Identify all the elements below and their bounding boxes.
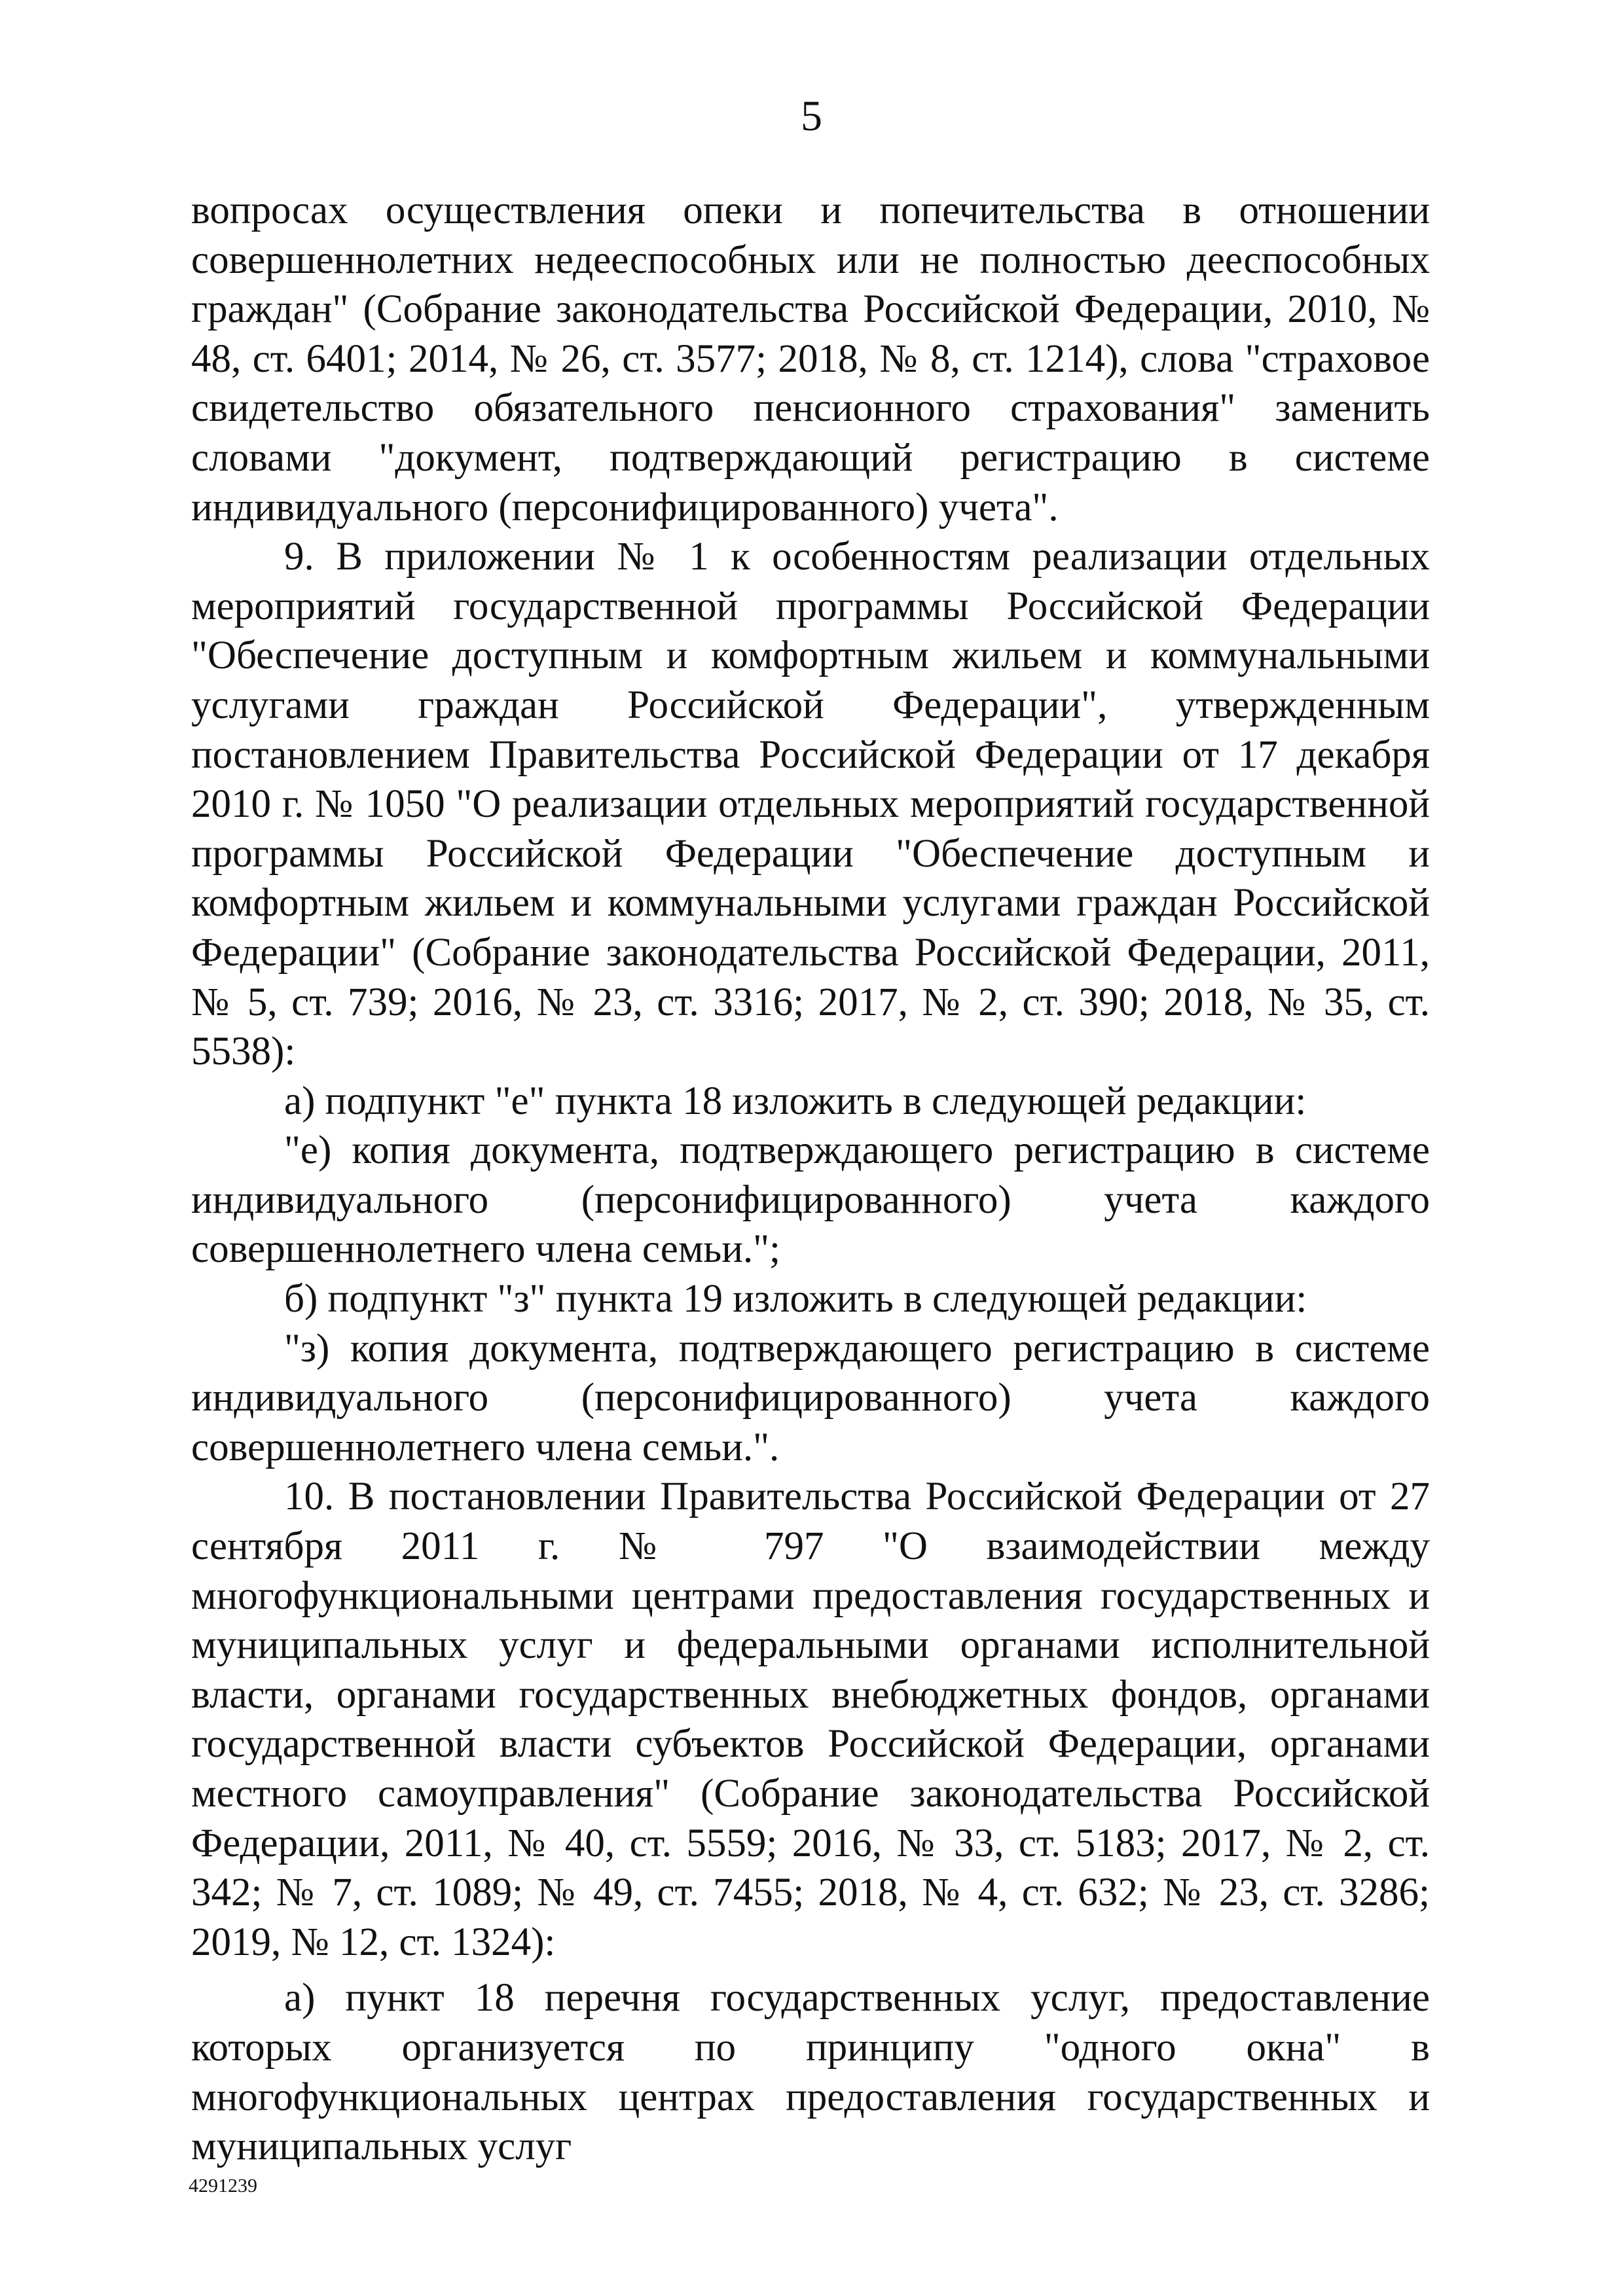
paragraph-subitem-a: а) подпункт "е" пункта 18 изложить в следующей редакции: bbox=[284, 1079, 1307, 1123]
paragraph-quote-e: "е) копия документа, подтверждающего регистрацию в системе индивидуального (персонифицированного) учета каждого совершеннолетнего члена семьи."; bbox=[191, 1128, 1430, 1272]
paragraph-item-10: 10. В постановлении Правительства Российской Федерации от 27 сентября 2011 г. № 797 "О взаимодействии между многофункциональными центрами предоставления государственных и муниципальных услуг и федеральными органами исполнительной власти, органами государственных внебюджетных фондов, органами государственной власти субъектов Российской Федерации, органами местного самоуправления" (Собрание законодательства Российской Федерации, 2011, № 40, ст. 5559; 2016, № 33, ст. 5183; 2017, № 2, ст. 342; № 7, ст. 1089; № 49, ст. 7455; 2018, № 4, ст. 632; № 23, ст. 3286; 2019, № 12, ст. 1324): bbox=[191, 1475, 1430, 1964]
paragraph-subitem-a-item-10: а) пункт 18 перечня государственных услуг, предоставление которых организуется по принципу "одного окна" в многофункциональных центрах предоставления государственных и муниципальных услуг bbox=[191, 1976, 1430, 2169]
paragraph-quote-z: "з) копия документа, подтверждающего регистрацию в системе индивидуального (персонифицированного) учета каждого совершеннолетнего члена семьи.". bbox=[191, 1326, 1430, 1469]
document-id: 4291239 bbox=[189, 2175, 257, 2197]
paragraph-subitem-b: б) подпункт "з" пункта 19 изложить в следующей редакции: bbox=[284, 1277, 1307, 1321]
page-number: 5 bbox=[801, 92, 822, 140]
paragraph-item-9: 9. В приложении № 1 к особенностям реализации отдельных мероприятий государственной программы Российской Федерации "Обеспечение доступным и комфортным жильем и коммунальными услугами граждан Российской Федерации", утвержденным постановлением Правительства Российской Федерации от 17 декабря 2010 г. № 1050 "О реализации отдельных мероприятий государственной программы Российской Федерации "Обеспечение доступным и комфортным жильем и коммунальными услугами граждан Российской Федерации" (Собрание законодательства Российской Федерации, 2011, № 5, ст. 739; 2016, № 23, ст. 3316; 2017, № 2, ст. 390; 2018, № 35, ст. 5538): bbox=[191, 535, 1430, 1074]
paragraph-continuation: вопросах осуществления опеки и попечительства в отношении совершеннолетних недееспособных или не полностью дееспособных граждан" (Собрание законодательства Российской Федерации, 2010, № 48, ст. 6401; 2014, № 26, ст. 3577; 2018, № 8, ст. 1214), слова "страховое свидетельство обязательного пенсионного страхования" заменить словами "документ, подтверждающий регистрацию в системе индивидуального (персонифицированного) учета". bbox=[191, 188, 1430, 529]
document-body bbox=[191, 186, 1430, 2172]
